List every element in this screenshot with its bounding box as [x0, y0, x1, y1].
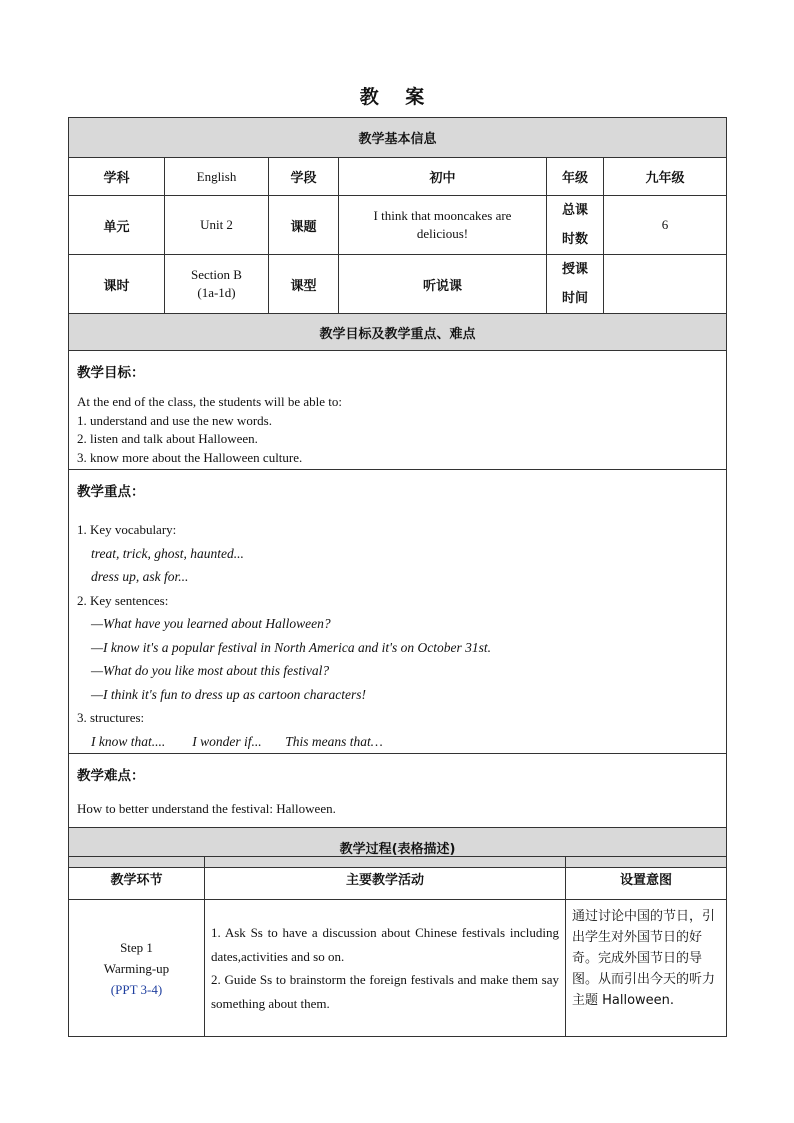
topic-value: I think that mooncakes are delicious! [339, 196, 547, 255]
process-table [68, 856, 727, 1037]
basic-info-table [68, 117, 727, 868]
time-label [547, 255, 604, 314]
structures-line: I know that.... I wonder if... This means that… [91, 733, 383, 749]
total-hours-value: 6 [604, 196, 727, 255]
step-slides: (PPT 3-4) [110, 981, 163, 997]
process-header: 教学过程(表格描述) [69, 828, 727, 868]
activity-item: 1. Ask Ss to have a discussion about Chinese festivals including dates,activities and so on. [211, 925, 559, 964]
col-intent-header: 设置意图 [566, 857, 727, 900]
grade-label: 年级 [547, 158, 604, 196]
total-hours-label-line-1: 总课 [561, 203, 588, 218]
stage-value: 初中 [339, 158, 547, 196]
col-step-header: 教学环节 [69, 857, 205, 900]
goal-line: 3. know more about the Halloween culture. [77, 449, 303, 465]
activity-cell [205, 900, 566, 1037]
col-activity-header: 主要教学活动 [205, 857, 566, 900]
step-name: Step 1 [120, 939, 153, 955]
table-row [69, 900, 727, 1037]
total-hours-label-line-2: 时数 [561, 232, 588, 247]
goal-line: At the end of the class, the students will be able to: [77, 394, 342, 409]
stage-label: 学段 [269, 158, 339, 196]
goals-title: 教学目标： [77, 365, 145, 381]
key-points-title: 教学重点： [77, 484, 145, 500]
sentences-heading: 2. Key sentences: [77, 592, 169, 608]
sentence-line: —What have you learned about Halloween? [91, 616, 331, 631]
period-value-line-1: Section B [191, 267, 242, 282]
step-cell [69, 900, 205, 1037]
activity-item: 2. Guide Ss to brainstorm the foreign festivals and make them say something about them. [211, 972, 559, 1011]
period-value [165, 255, 269, 314]
difficult-points-text: How to better understand the festival: Halloween. [77, 801, 336, 816]
type-value: 听说课 [339, 255, 547, 314]
topic-label: 课题 [269, 196, 339, 255]
vocab-line: dress up, ask for... [91, 569, 189, 584]
unit-label: 单元 [69, 196, 165, 255]
time-label-line-1: 授课 [561, 262, 588, 277]
goals-section [69, 351, 727, 470]
time-value [604, 255, 727, 314]
goal-line: 2. listen and talk about Halloween. [77, 431, 258, 446]
difficult-points-section [69, 754, 727, 828]
objectives-header: 教学目标及教学重点、难点 [69, 314, 727, 351]
sentence-line: —I know it's a popular festival in North America and it's on October 31st. [91, 639, 492, 655]
key-points-section [69, 470, 727, 754]
subject-value: English [165, 158, 269, 196]
basic-info-header: 教学基本信息 [69, 118, 727, 158]
step-phase: Warming-up [103, 960, 170, 976]
sentence-line: —I think it's fun to dress up as cartoon characters! [91, 686, 366, 702]
intent-cell: 通过讨论中国的节日，引出学生对外国节日的好奇。完成外国节日的导图。从而引出今天的听力主题 Halloween. [566, 900, 727, 1037]
page-title: 教 案 [359, 86, 435, 108]
grade-value: 九年级 [604, 158, 727, 196]
structures-heading: 3. structures: [77, 710, 145, 725]
sentence-line: —What do you like most about this festival? [91, 663, 330, 678]
vocab-heading: 1. Key vocabulary: [77, 522, 177, 537]
difficult-points-title: 教学难点： [77, 768, 145, 784]
type-label: 课型 [269, 255, 339, 314]
period-value-line-2: (1a-1d) [197, 285, 236, 300]
goal-line: 1. understand and use the new words. [77, 412, 272, 428]
total-hours-label [547, 196, 604, 255]
time-label-line-2: 时间 [561, 291, 588, 306]
subject-label: 学科 [69, 158, 165, 196]
unit-value: Unit 2 [165, 196, 269, 255]
vocab-line: treat, trick, ghost, haunted... [91, 545, 244, 561]
period-label: 课时 [69, 255, 165, 314]
